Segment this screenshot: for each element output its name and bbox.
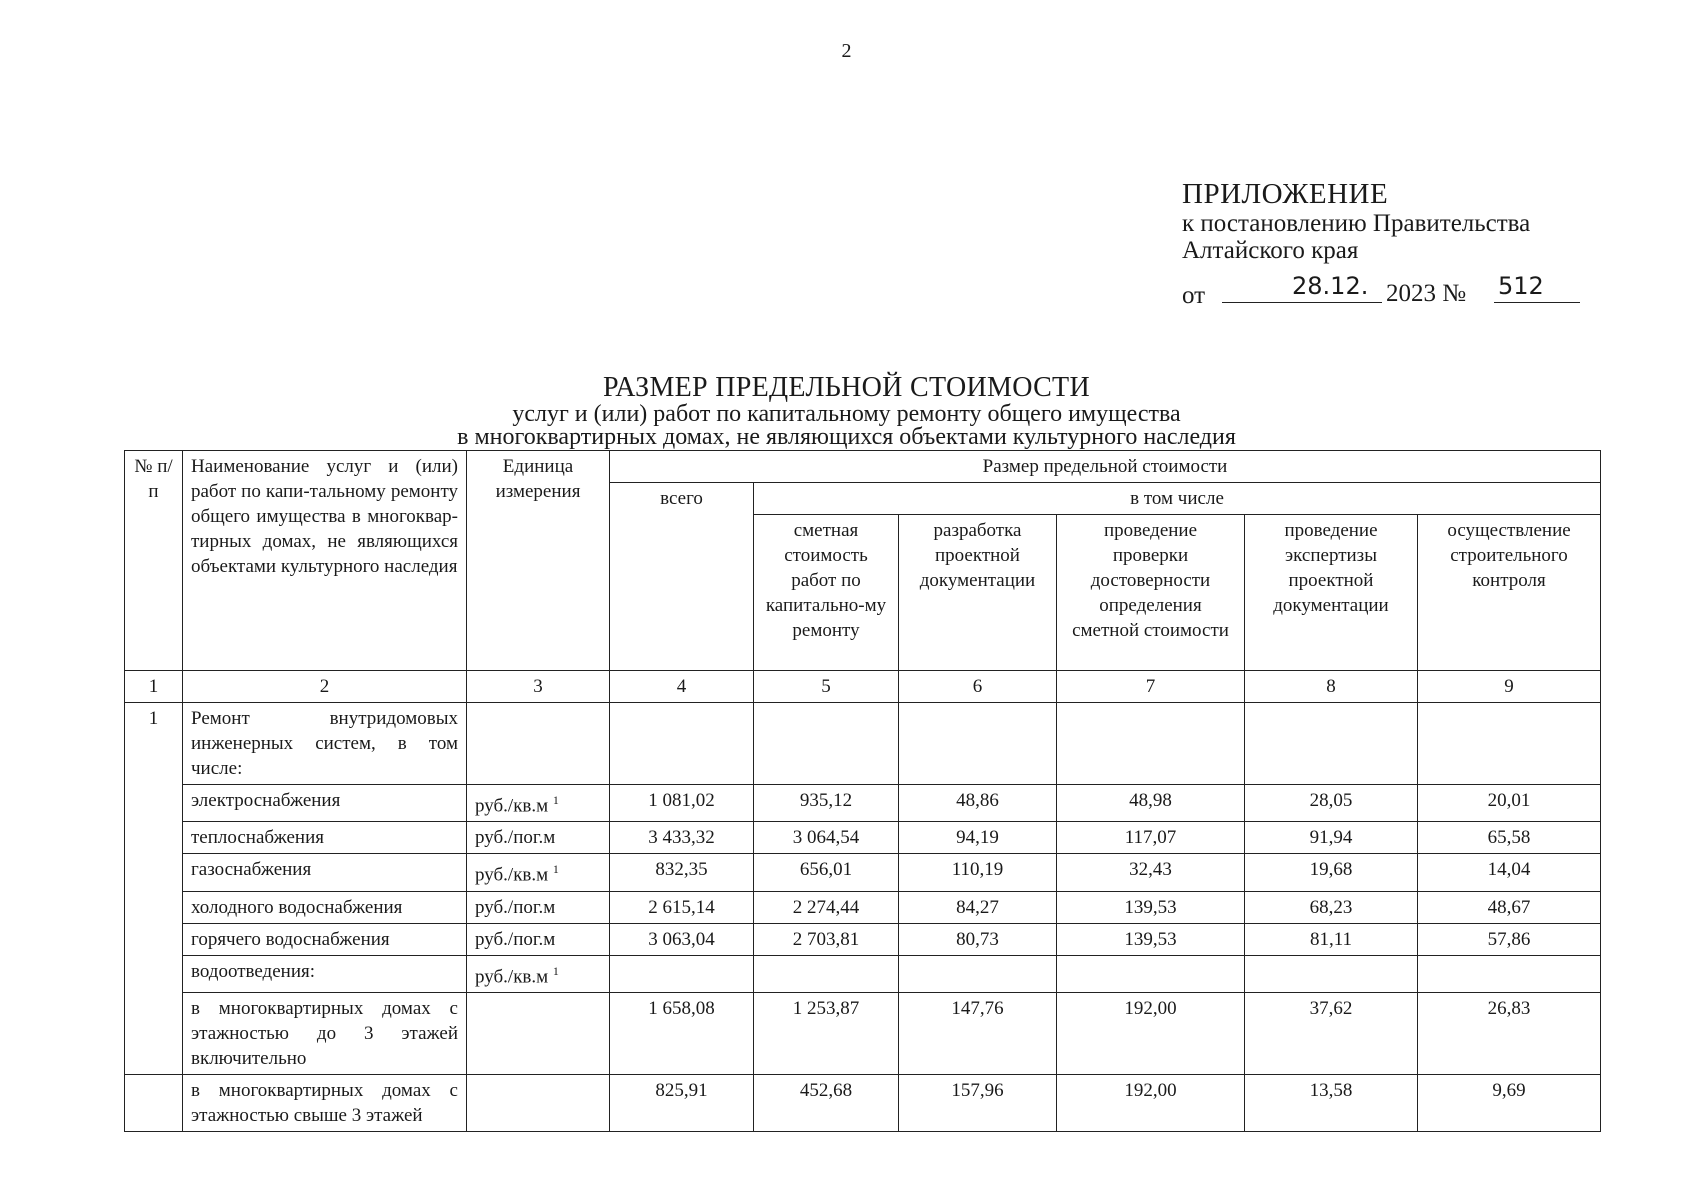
row-name: теплоснабжения: [183, 822, 467, 854]
row-value: 26,83: [1418, 992, 1601, 1074]
row-value: 9,69: [1418, 1074, 1601, 1131]
row-value: [754, 955, 899, 992]
header-group: Размер предельной стоимости: [610, 451, 1601, 483]
appendix-heading: ПРИЛОЖЕНИЕ: [1182, 178, 1389, 210]
col-number: 1: [125, 671, 183, 703]
row-value: 19,68: [1245, 854, 1418, 891]
row-value: 825,91: [610, 1074, 754, 1131]
row-value: [1418, 955, 1601, 992]
header-c8: проведение экспертизы проектной документации: [1245, 515, 1418, 671]
header-c6: разработка проектной документации: [899, 515, 1057, 671]
row-value: 28,05: [1245, 785, 1418, 822]
col-number: 5: [754, 671, 899, 703]
row-value: 157,96: [899, 1074, 1057, 1131]
row-value: 2 703,81: [754, 923, 899, 955]
table-row: [125, 955, 1601, 992]
row-value: 48,86: [899, 785, 1057, 822]
row-unit: [467, 822, 610, 854]
row-value: 192,00: [1057, 1074, 1245, 1131]
section-number: 1: [125, 703, 183, 785]
row-value: 57,86: [1418, 923, 1601, 955]
row-value: 192,00: [1057, 992, 1245, 1074]
row-value: 935,12: [754, 785, 899, 822]
row-unit-text: руб./кв.м: [475, 795, 549, 817]
row-value: 14,04: [1418, 854, 1601, 891]
row-unit: [467, 923, 610, 955]
row-unit-text: руб./кв.м: [475, 965, 549, 987]
row-value: 68,23: [1245, 891, 1418, 923]
row-value: 84,27: [899, 891, 1057, 923]
table-row: [125, 822, 1601, 854]
row-value: 65,58: [1418, 822, 1601, 854]
header-unit: Единица измерения: [467, 451, 610, 671]
row-value: 139,53: [1057, 923, 1245, 955]
appendix-line-2: Алтайского края: [1182, 237, 1359, 264]
row-value: 1 253,87: [754, 992, 899, 1074]
row-value: 91,94: [1245, 822, 1418, 854]
row-value: 20,01: [1418, 785, 1601, 822]
row-unit-footnote: 1: [552, 793, 559, 807]
document-title: РАЗМЕР ПРЕДЕЛЬНОЙ СТОИМОСТИ: [603, 372, 1090, 403]
page-number: 2: [841, 40, 852, 62]
row-unit: [467, 854, 610, 891]
header-name: Наименование услуг и (или) работ по капи-тальному ремонту общего имущества в многоквар-тирных домах, не являющихся объектами культурного наследия: [183, 451, 467, 671]
row-value: 32,43: [1057, 854, 1245, 891]
row-value: 452,68: [754, 1074, 899, 1131]
table-row: [125, 1074, 1601, 1131]
row-value: 80,73: [899, 923, 1057, 955]
row-value: 3 433,32: [610, 822, 754, 854]
appendix-line-1: к постановлению Правительства: [1182, 210, 1531, 237]
row-name: в многоквартирных домах с этажностью свыше 3 этажей: [183, 1074, 467, 1131]
row-name: газоснабжения: [183, 854, 467, 891]
section-name: Ремонт внутридомовых инженерных систем, в том числе:: [183, 703, 467, 785]
col-number: 4: [610, 671, 754, 703]
row-unit-text: руб./кв.м: [475, 864, 549, 886]
col-number: 6: [899, 671, 1057, 703]
row-value: 37,62: [1245, 992, 1418, 1074]
row-number-cell: [125, 822, 183, 854]
row-number-cell: [125, 785, 183, 822]
table-row: [125, 854, 1601, 891]
row-name: горячего водоснабжения: [183, 923, 467, 955]
row-value: [1057, 955, 1245, 992]
row-unit-text: руб./пог.м: [475, 827, 556, 849]
row-value: 2 274,44: [754, 891, 899, 923]
row-value: 3 063,04: [610, 923, 754, 955]
row-value: [899, 955, 1057, 992]
header-num: № п/п: [125, 451, 183, 671]
header-total: всего: [610, 483, 754, 671]
column-numbers-row: [125, 671, 1601, 703]
row-name: в многоквартирных домах с этажностью до 3 этажей включительно: [183, 992, 467, 1074]
row-number-cell: [125, 891, 183, 923]
row-value: 110,19: [899, 854, 1057, 891]
row-value: [610, 955, 754, 992]
row-unit: [467, 992, 610, 1074]
col-number: 8: [1245, 671, 1418, 703]
row-value: 656,01: [754, 854, 899, 891]
row-number-cell: [125, 955, 183, 992]
from-label: от: [1182, 282, 1206, 309]
row-value: [1245, 955, 1418, 992]
row-unit: [467, 891, 610, 923]
row-value: 13,58: [1245, 1074, 1418, 1131]
row-value: 48,67: [1418, 891, 1601, 923]
row-value: 147,76: [899, 992, 1057, 1074]
table-row: [125, 992, 1601, 1074]
row-value: 81,11: [1245, 923, 1418, 955]
row-name: водоотведения:: [183, 955, 467, 992]
header-row-1: [125, 451, 1601, 483]
date-value: 28.12.: [1292, 272, 1369, 300]
table-row: [125, 923, 1601, 955]
row-unit: [467, 785, 610, 822]
number-underline: [1494, 302, 1580, 303]
year-label: 2023 №: [1386, 280, 1467, 307]
row-unit-footnote: 1: [552, 862, 559, 877]
row-value: 117,07: [1057, 822, 1245, 854]
header-c9: осуществление строительного контроля: [1418, 515, 1601, 671]
row-unit: [467, 955, 610, 992]
appendix-block: [1182, 178, 1602, 308]
appendix-date-row: [1182, 268, 1602, 308]
row-number-cell: [125, 1074, 183, 1131]
header-c7: проведение проверки достоверности определения сметной стоимости: [1057, 515, 1245, 671]
table-row: [125, 785, 1601, 822]
row-unit-text: руб./пог.м: [475, 896, 556, 918]
row-value: 94,19: [899, 822, 1057, 854]
row-number-cell: [125, 923, 183, 955]
row-value: 1 658,08: [610, 992, 754, 1074]
row-value: 48,98: [1057, 785, 1245, 822]
row-value: 832,35: [610, 854, 754, 891]
row-value: 139,53: [1057, 891, 1245, 923]
table-row: [125, 891, 1601, 923]
row-value: 2 615,14: [610, 891, 754, 923]
section-row: [125, 703, 1601, 785]
document-subtitle-1: услуг и (или) работ по капитальному ремонту общего имущества: [512, 401, 1181, 427]
row-value: 3 064,54: [754, 822, 899, 854]
row-unit-footnote: 1: [552, 963, 559, 978]
document-subtitle-2: в многоквартирных домах, не являющихся объектами культурного наследия: [457, 424, 1236, 450]
row-name: электроснабжения: [183, 785, 467, 822]
row-number-cell: [125, 992, 183, 1074]
row-unit-text: руб./пог.м: [475, 928, 556, 950]
header-c5: сметная стоимость работ по капитально-му ремонту: [754, 515, 899, 671]
row-number-cell: [125, 854, 183, 891]
document-number: 512: [1498, 272, 1544, 300]
row-unit: [467, 1074, 610, 1131]
header-including: в том числе: [754, 483, 1601, 515]
cost-table: [124, 450, 1601, 1132]
col-number: 2: [183, 671, 467, 703]
row-value: 1 081,02: [610, 785, 754, 822]
col-number: 7: [1057, 671, 1245, 703]
col-number: 3: [467, 671, 610, 703]
date-underline: [1222, 302, 1382, 303]
row-name: холодного водоснабжения: [183, 891, 467, 923]
col-number: 9: [1418, 671, 1601, 703]
